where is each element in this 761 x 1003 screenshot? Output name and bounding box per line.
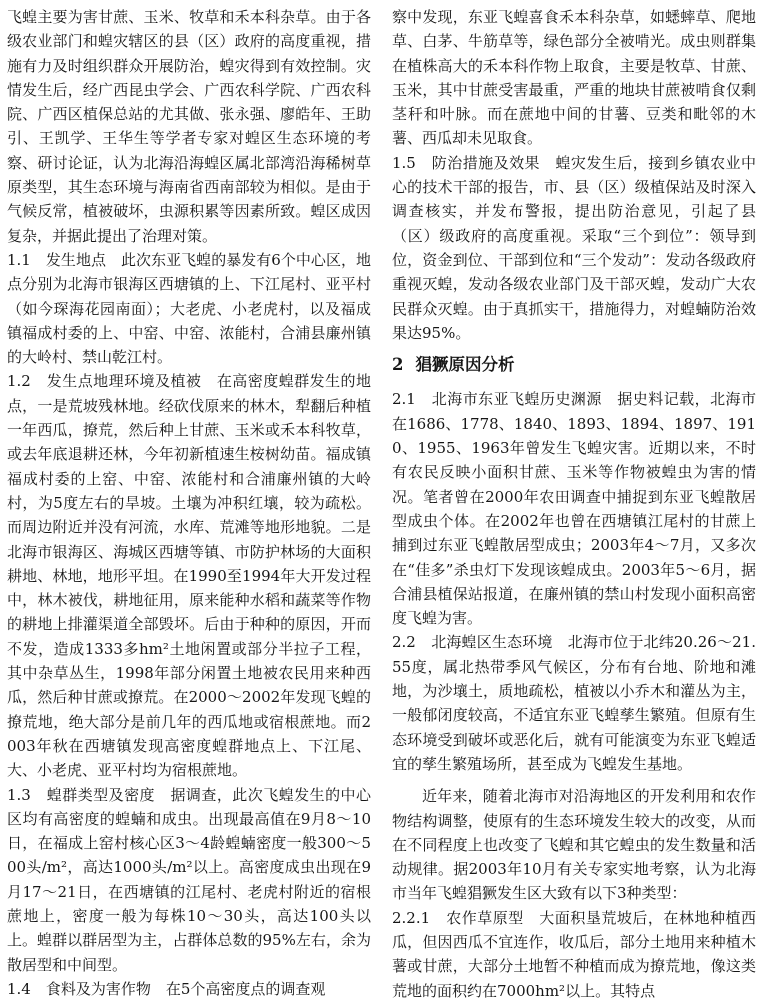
paragraph-1-3: 1.3 蝗群类型及密度 据调查，此次飞蝗发生的中心区均有高密度的蝗蝻和成虫。出现最高值在9月8～10日，在福成上窑村核心区3～4龄蝗蝻密度一般300～500头/m²，高达1000头/m²以上。高密度成虫出现在9月17～21日，在西塘镇的江尾村、老虎村附近的宿根蔗地上，密度一般为每株10～30头，高达100头以上。蝗群以群居型为主，占群体总数的95%左右，余为散居型和中间型。 xyxy=(7,785,371,974)
paragraph-2-2-1: 2.2.1 农作草原型 大面积垦荒坡后，在林地种植西瓜，但因西瓜不宜连作，收瓜后，部分土地用来种植木薯或甘蔗，大部分土地暂不种植而成为撩荒地，像这类荒地的面积约在7000hm²以上。其特点 xyxy=(392,908,756,1000)
paragraph-1-5: 1.5 防治措施及效果 蝗灾发生后，接到乡镇农业中心的技术干部的报告，市、县（区）级植保站及时深入调查核实，并发布警报，提出防治意见，引起了县（区）级政府的高度重视。采取“三个到位”：领导到位，资金到位、干部到位和“三个发动”：发动各级政府重视灭蝗，发动各级农业部门及干部灭蝗，发动广大农民群众灭蝗。由于真抓实干，措施得力，对蝗蝻防治效果达95%。 xyxy=(392,153,756,342)
left-column xyxy=(7,5,371,1001)
paragraph-gap xyxy=(392,776,756,784)
paragraph-1-2: 1.2 发生点地理环境及植被 在高密度蝗群发生的地点，一是荒坡残林地。经砍伐原来的林木，犁翻后种植一年西瓜，撩荒，然后种上甘蔗、玉米或禾本科牧草，或去年底退耕还林，今年初新植速生桉树幼苗。福成镇福成村委的上窑、中窑、浓能村和合浦廉州镇的大岭村，为5度左右的旱坡。土壤为冲积红壤，较为疏松。而周边附近并没有河流，水库、荒滩等地形地貌。二是北海市银海区、海城区西塘等镇、市防护林场的大面积耕地、林地，地形平坦。在1990至1994年大开发过程中，林木被伐，耕地征用，原来能种水稻和蔬菜等作物的耕地上排灌渠道全部毁坏。后由于种种的原因，开而不发，造成1333多hm²土地闲置或部分半拉子工程，其中杂草丛生，1998年部分闲置土地被农民用来种西瓜，然后种甘蔗或撩荒。在2000～2002年发现飞蝗的撩荒地，绝大部分是前几年的西瓜地或宿根蔗地。而2003年秋在西塘镇发现高密度蝗群地点上、下江尾、大、小老虎、亚平村均为宿根蔗地。 xyxy=(7,372,371,780)
paragraph-recent: 近年来，随着北海市对沿海地区的开发利用和农作物结构调整，使原有的生态环境发生较大的改变，从而在不同程度上也改变了飞蝗和其它蝗虫的发生数量和活动规律。据2003年10月有关专家实地考察，认为北海市当年飞蝗猖獗发生区大致有以下3种类型： xyxy=(392,787,756,903)
section-2-heading xyxy=(392,353,756,377)
right-column xyxy=(392,5,756,1003)
paragraph-continued: 察中发现，东亚飞蝗喜食禾本科杂草，如蟋蟀草、爬地草、白茅、牛筋草等，绿色部分全被啃光。成虫则群集在植株高大的禾本科作物上取食，主要是牧草、甘蔗、玉米，其中甘蔗受害最重，严重的地块甘蔗被啃食仅剩茎秆和叶脉。而在蔗地中间的甘薯、豆类和毗邻的木薯、西瓜却未见取食。 xyxy=(392,8,756,148)
paragraph-intro: 飞蝗主要为害甘蔗、玉米、牧草和禾本科杂草。由于各级农业部门和蝗灾辖区的县（区）政府的高度重视，措施有力及时组织群众开展防治，蝗灾得到有效控制。灾情发生后，经广西昆虫学会、广西农科学院、广西农科院、广西区植保总站的尤其做、张永强、廖皓年、王助引、王凯学、王华生等学者专家对蝗区生态环境的考察、研讨论证，认为北海沿海蝗区属北部湾沿海稀树草原类型，其生态环境与海南省西南部较为相似。是由于气候反常，植被破坏，虫源积累等因素所致。蝗区成因复杂，并据此提出了治理对策。 xyxy=(7,8,371,245)
paragraph-2-1: 2.1 北海市东亚飞蝗历史渊源 据史料记载，北海市在1686、1778、1840、1893、1894、1897、1910、1955、1963年曾发生飞蝗灾害。近期以来，不时有农民反映小面积甘蔗、玉米等作物被蝗虫为害的情况。笔者曾在2000年农田调查中捕捉到东亚飞蝗散居型成虫个体。在2002年也曾在西塘镇江尾村的甘蔗上捕到过东亚飞蝗散居型成虫；2003年4～7月，又多次在“佳多”杀虫灯下发现该蝗成虫。2003年5～6月，据合浦县植保站报道，在廉州镇的禁山村发现小面积高密度飞蝗为害。 xyxy=(392,390,756,628)
paragraph-1-4: 1.4 食料及为害作物 在5个高密度点的调查观 xyxy=(7,979,326,998)
section-2-number: 2 xyxy=(392,355,404,375)
section-2-title: 猖獗原因分析 xyxy=(415,355,515,375)
paragraph-1-1: 1.1 发生地点 此次东亚飞蝗的暴发有6个中心区，地点分别为北海市银海区西塘镇的上、下江尾村、亚平村（如今琛海花园南面）；大老虎、小老虎村，以及福成镇福成村委的上、中窑、中窑、浓能村，合浦县廉州镇的大岭村、禁山乾江村。 xyxy=(7,250,371,367)
paragraph-2-2: 2.2 北海蝗区生态环境 北海市位于北纬20.26～21.55度，属北热带季风气候区，分布有台地、阶地和滩地，为沙壤土，质地疏松，植被以小乔木和灌丛为主，一般郁闭度较高，不适宜东亚飞蝗孳生繁殖。但原有生态环境受到破坏或恶化后，就有可能演变为东亚飞蝗适宜的孳生繁殖场所，甚至成为飞蝗发生基地。 xyxy=(392,633,756,773)
